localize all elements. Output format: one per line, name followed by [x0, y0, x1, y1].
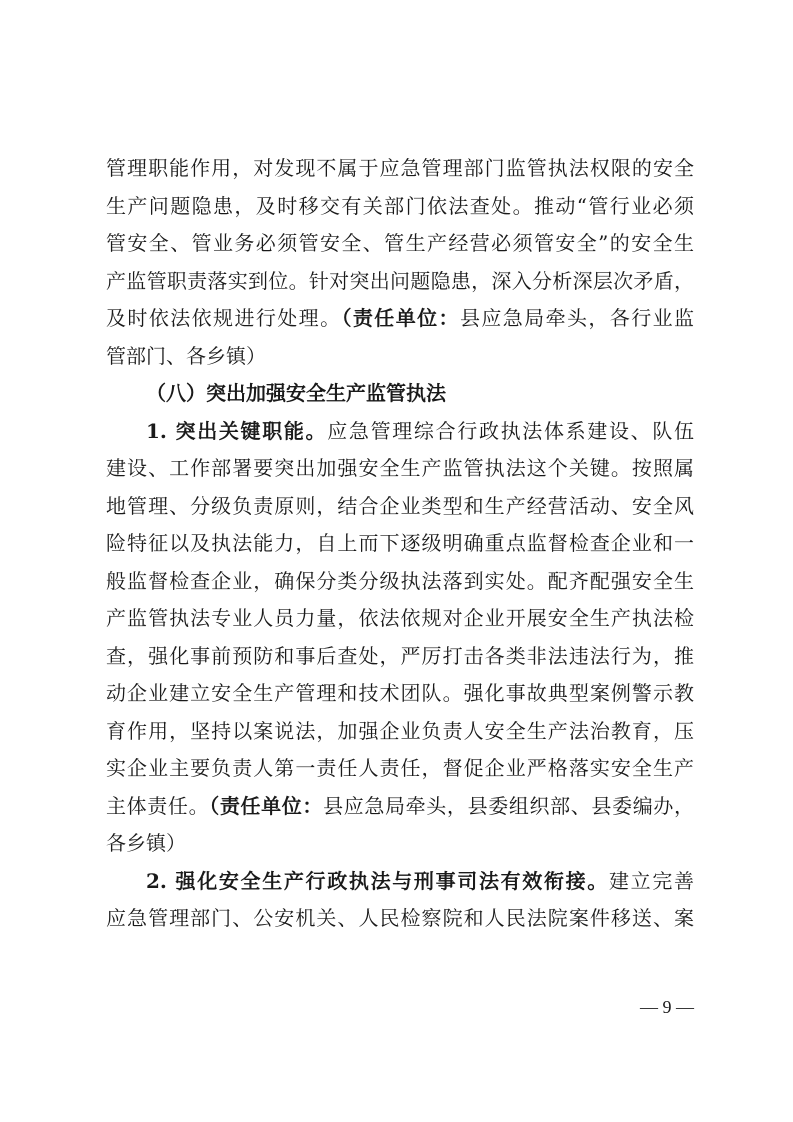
text-line: 查，强化事前预防和事后查处，严厉打击各类非法违法行为，推: [106, 643, 694, 668]
text-line: 各乡镇）: [106, 831, 186, 855]
item-title: 1. 突出关键职能。: [146, 418, 328, 443]
text-line: 地管理、分级负责原则，结合企业类型和生产经营活动、安全风: [106, 493, 694, 518]
document-body: [106, 150, 694, 938]
text-line: [106, 300, 694, 338]
text-line: 般监督检查企业，确保分类分级执法落到实处。配齐配强安全生: [106, 568, 694, 593]
text-line: 应急管理部门、公安机关、人民检察院和人民法院案件移送、案: [106, 906, 694, 930]
text-line: [106, 788, 694, 826]
text-run: 应急管理综合行政执法体系建设、队伍: [327, 418, 694, 443]
text-line: 产监管执法专业人员力量，依法依规对企业开展安全生产执法检: [106, 606, 694, 630]
text-line: 动企业建立安全生产管理和技术团队。强化事故典型案例警示教: [106, 681, 694, 705]
text-line: 管部门、各乡镇）: [106, 343, 266, 368]
responsibility-label: （责任单位：: [341, 306, 460, 330]
text-run: 及时依法依规进行处理。: [106, 306, 342, 330]
text-run: 主体责任。: [106, 793, 210, 818]
item-title: 2. 强化安全生产行政执法与刑事司法有效衔接。: [146, 868, 609, 893]
text-line: 实企业主要负责人第一责任人责任，督促企业严格落实安全生产: [106, 756, 694, 780]
text-line: 产监管职责落实到位。针对突出问题隐患，深入分析深层次矛盾，: [106, 268, 694, 293]
text-line: 管理职能作用，对发现不属于应急管理部门监管执法权限的安全: [106, 156, 694, 180]
text-line: 险特征以及执法能力，自上而下逐级明确重点监督检查企业和一: [106, 531, 694, 555]
text-run: 建立完善: [608, 868, 694, 893]
item-first-line: [106, 413, 694, 451]
text-line: 建设、工作部署要突出加强安全生产监管执法这个关键。按照属: [106, 456, 694, 480]
section-heading: （八）突出加强安全生产监管执法: [146, 381, 446, 405]
responsibility-label: （责任单位：: [209, 793, 324, 818]
text-line: 育作用，坚持以案说法，加强企业负责人安全生产法治教育，压: [106, 718, 694, 743]
responsibility-units: 县应急局牵头，各行业监: [459, 306, 694, 330]
text-line: 管安全、管业务必须管安全、管生产经营必须管安全”的安全生: [106, 231, 694, 255]
text-line: 生产问题隐患，及时移交有关部门依法查处。推动“管行业必须: [106, 193, 694, 218]
item-first-line: [106, 863, 694, 901]
page-number: — 9 —: [640, 997, 694, 1017]
responsibility-units: 县应急局牵头，县委组织部、县委编办，: [323, 793, 694, 818]
